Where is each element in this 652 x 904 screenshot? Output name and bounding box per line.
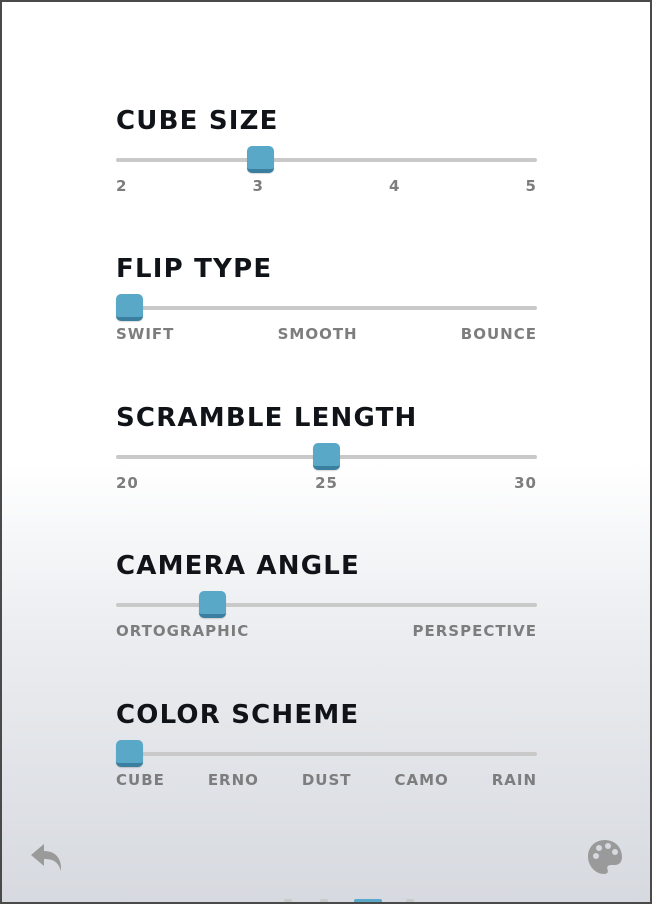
- camera-angle-options: [116, 622, 537, 640]
- option-label[interactable]: RAIN: [491, 771, 537, 789]
- color-scheme-slider[interactable]: [116, 740, 537, 770]
- option-label[interactable]: BOUNCE: [460, 325, 537, 343]
- cube-size-slider[interactable]: [116, 146, 537, 176]
- option-label[interactable]: 2: [116, 177, 128, 195]
- setting-cube-size: [116, 106, 537, 195]
- bottom-peek: [320, 899, 328, 902]
- theme-button[interactable]: [585, 837, 625, 877]
- option-label[interactable]: 25: [315, 474, 338, 492]
- option-label[interactable]: 5: [525, 177, 537, 195]
- color-scheme-title: COLOR SCHEME: [116, 700, 360, 730]
- option-label[interactable]: 30: [514, 474, 537, 492]
- undo-arrow-icon: [28, 840, 68, 876]
- slider-track[interactable]: [116, 158, 537, 162]
- flip-type-options: [116, 325, 537, 343]
- cube-size-title: CUBE SIZE: [116, 106, 279, 136]
- option-label[interactable]: ORTOGRAPHIC: [116, 622, 250, 640]
- option-label[interactable]: ERNO: [207, 771, 259, 789]
- flip-type-title: FLIP TYPE: [116, 254, 273, 284]
- scramble-length-options: [116, 474, 537, 492]
- setting-scramble-length: [116, 403, 537, 492]
- slider-track[interactable]: [116, 306, 537, 310]
- setting-flip-type: [116, 254, 537, 343]
- slider-thumb[interactable]: [313, 443, 340, 470]
- scramble-length-slider[interactable]: [116, 443, 537, 473]
- option-label[interactable]: DUST: [301, 771, 352, 789]
- slider-thumb[interactable]: [116, 740, 143, 767]
- slider-track[interactable]: [116, 752, 537, 756]
- option-label[interactable]: CAMO: [394, 771, 449, 789]
- bottom-peek: [406, 899, 414, 902]
- option-label[interactable]: SWIFT: [116, 325, 175, 343]
- option-label[interactable]: SMOOTH: [277, 325, 358, 343]
- option-label[interactable]: 3: [252, 177, 264, 195]
- option-label[interactable]: 4: [389, 177, 401, 195]
- slider-thumb[interactable]: [116, 294, 143, 321]
- scramble-length-title: SCRAMBLE LENGTH: [116, 403, 418, 433]
- slider-thumb[interactable]: [247, 146, 274, 173]
- option-label[interactable]: 20: [116, 474, 139, 492]
- slider-track[interactable]: [116, 603, 537, 607]
- back-button[interactable]: [28, 838, 68, 878]
- camera-angle-slider[interactable]: [116, 591, 537, 621]
- flip-type-slider[interactable]: [116, 294, 537, 324]
- camera-angle-title: CAMERA ANGLE: [116, 551, 360, 581]
- slider-thumb[interactable]: [199, 591, 226, 618]
- setting-camera-angle: [116, 551, 537, 640]
- option-label[interactable]: CUBE: [116, 771, 165, 789]
- bottom-peek: [284, 899, 292, 902]
- cube-size-options: [116, 177, 537, 195]
- bottom-peek: [354, 899, 382, 902]
- color-scheme-options: [116, 771, 537, 789]
- palette-icon: [586, 838, 624, 876]
- option-label[interactable]: PERSPECTIVE: [412, 622, 537, 640]
- setting-color-scheme: [116, 700, 537, 789]
